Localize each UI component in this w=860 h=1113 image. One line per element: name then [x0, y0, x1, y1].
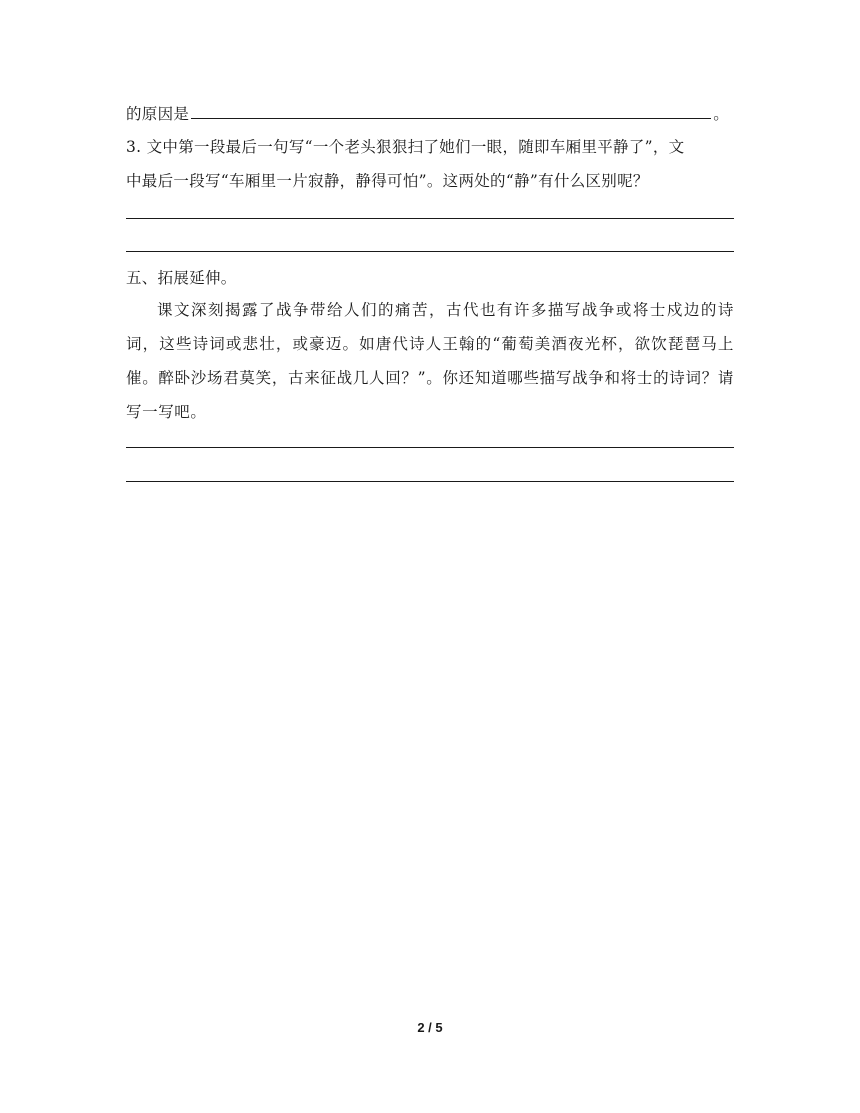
- answer-line-q3-2[interactable]: [126, 251, 734, 252]
- question-2-tail: [126, 103, 734, 124]
- section-5-paragraph: 课文深刻揭露了战争带给人们的痛苦，古代也有许多描写战争或将士戍边的诗词，这些诗词或悲壮，或豪迈。如唐代诗人王翰的“葡萄美酒夜光杯，欲饮琵琶马上催。醉卧沙场君莫笑，古来征战几人回？”。你还知道哪些描写战争和将士的诗词？请写一写吧。: [126, 301, 734, 421]
- section-5-heading: 五、拓展延伸。: [126, 269, 237, 287]
- question-2-prefix: 的原因是: [126, 105, 190, 123]
- question-3-line-2: 中最后一段写“车厢里一片寂静，静得可怕”。这两处的“静”有什么区别呢？: [126, 172, 649, 190]
- answer-line-q3-1[interactable]: [126, 218, 734, 219]
- question-3-line-1: 3. 文中第一段最后一句写“一个老头狠狠扫了她们一眼，随即车厢里平静了”，文: [126, 138, 685, 156]
- answer-line-s5-1[interactable]: [126, 447, 734, 448]
- page-number: 2 / 5: [417, 1020, 443, 1035]
- question-2-suffix: 。: [713, 105, 730, 123]
- answer-blank[interactable]: [191, 103, 711, 119]
- answer-line-s5-2[interactable]: [126, 481, 734, 482]
